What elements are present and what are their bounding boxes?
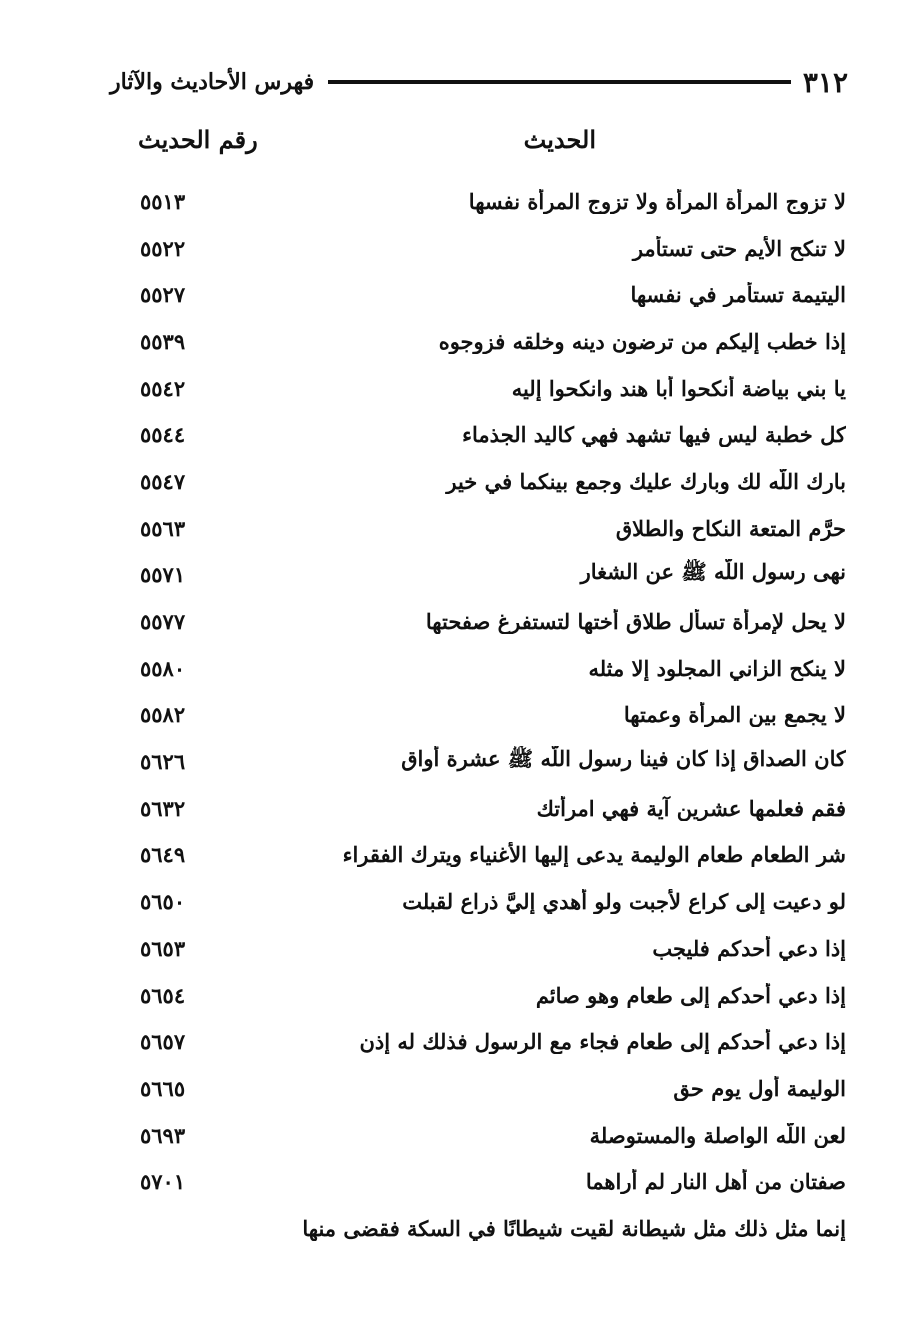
list-item	[140, 178, 846, 225]
hadith-text: لا يجمع بين المرأة وعمتها	[623, 702, 846, 728]
hadith-number: ٥٦٢٦	[140, 749, 186, 775]
hadith-text: إذا خطب إليكم من ترضون دينه وخلقه فزوجوه	[438, 328, 846, 354]
section-title: فهرس الأحاديث والآثار	[110, 69, 315, 95]
column-header-hadith: الحديث	[523, 125, 596, 154]
hadith-number: ٥٦٥٠	[140, 889, 186, 915]
hadith-number: ٥٥٤٧	[140, 468, 186, 494]
hadith-number: ٥٦٩٣	[140, 1122, 186, 1148]
hadith-text: إنما مثل ذلك مثل شيطانة لقيت شيطانًا في السكة فقضى منها	[302, 1215, 846, 1241]
list-item	[140, 365, 846, 412]
hadith-number: ٥٥٧٧	[140, 609, 186, 635]
list-item	[140, 692, 846, 739]
list-item	[140, 878, 846, 925]
hadith-text: كان الصداق إذا كان فينا رسول اللّه ﷺ عشرة أواق	[401, 746, 846, 772]
hadith-number: ٥٥٨٢	[140, 702, 186, 728]
list-item	[140, 552, 846, 599]
column-header-number: رقم الحديث	[138, 125, 258, 154]
hadith-text: صفتان من أهل النار لم أراهما	[585, 1169, 846, 1195]
hadith-number: ٥٥٤٤	[140, 422, 186, 448]
hadith-text: بارك اللّه لك وبارك عليك وجمع بينكما في خير	[446, 468, 846, 494]
list-item	[140, 318, 846, 365]
list-item	[140, 1018, 846, 1065]
list-item	[140, 832, 846, 879]
page-number: ٣١٢	[802, 65, 848, 99]
hadith-text: لا تنكح الأيم حتى تستأمر	[632, 235, 846, 261]
hadith-number: ٥٦٥٣	[140, 935, 186, 961]
hadith-number: ٥٥٤٢	[140, 375, 186, 401]
hadith-text: كل خطبة ليس فيها تشهد فهي كاليد الجذماء	[462, 422, 846, 448]
hadith-number: ٥٥٦٣	[140, 515, 186, 541]
hadith-text: نهى رسول اللّه ﷺ عن الشغار	[580, 559, 846, 585]
list-item	[140, 1112, 846, 1159]
running-head	[110, 62, 848, 102]
list-item	[140, 925, 846, 972]
hadith-text: لا تزوج المرأة المرأة ولا تزوج المرأة نفسها	[468, 188, 846, 214]
list-item	[140, 1065, 846, 1112]
list-item	[140, 458, 846, 505]
hadith-text: لو دعيت إلى كراع لأجبت ولو أهدي إليَّ ذراع لقبلت	[402, 889, 846, 915]
list-item	[140, 738, 846, 785]
hadith-number: ٥٦٤٩	[140, 842, 186, 868]
list-item	[140, 1158, 846, 1205]
hadith-number: ٥٥١٣	[140, 188, 186, 214]
hadith-text: حرَّم المتعة النكاح والطلاق	[615, 515, 846, 541]
list-item	[140, 271, 846, 318]
hadith-text: لا يحل لإمرأة تسأل طلاق أختها لتستفرغ صفحتها	[425, 609, 846, 635]
hadith-text: لا ينكح الزاني المجلود إلا مثله	[588, 655, 846, 681]
hadith-text: إذا دعي أحدكم إلى طعام وهو صائم	[535, 982, 846, 1008]
list-item	[140, 1205, 846, 1252]
hadith-number: ٥٥٢٧	[140, 282, 186, 308]
hadith-text: إذا دعي أحدكم إلى طعام فجاء مع الرسول فذلك له إذن	[359, 1029, 846, 1055]
hadith-text: اليتيمة تستأمر في نفسها	[630, 282, 846, 308]
hadith-number: ٥٥٨٠	[140, 655, 186, 681]
hadith-number: ٥٧٠١	[140, 1169, 186, 1195]
header-rule	[328, 80, 791, 84]
list-item	[140, 785, 846, 832]
hadith-number: ٥٦٦٥	[140, 1075, 186, 1101]
hadith-number: ٥٥٧١	[140, 562, 186, 588]
hadith-text: لعن اللّه الواصلة والمستوصلة	[589, 1122, 846, 1148]
list-item	[140, 972, 846, 1019]
hadith-number: ٥٥٢٢	[140, 235, 186, 261]
hadith-text: يا بني بياضة أنكحوا أبا هند وانكحوا إليه	[511, 375, 846, 401]
list-item	[140, 598, 846, 645]
hadith-number: ٥٦٥٧	[140, 1029, 186, 1055]
hadith-text: شر الطعام طعام الوليمة يدعى إليها الأغنياء ويترك الفقراء	[342, 842, 846, 868]
hadith-number: ٥٦٣٢	[140, 795, 186, 821]
hadith-text: إذا دعي أحدكم فليجب	[652, 935, 846, 961]
hadith-text: فقم فعلمها عشرين آية فهي امرأتك	[536, 795, 846, 821]
hadith-list	[140, 178, 846, 1252]
hadith-number: ٥٦٥٤	[140, 982, 186, 1008]
list-item	[140, 505, 846, 552]
list-item	[140, 411, 846, 458]
hadith-text: الوليمة أول يوم حق	[673, 1075, 846, 1101]
list-item	[140, 225, 846, 272]
list-item	[140, 645, 846, 692]
hadith-number: ٥٥٣٩	[140, 328, 186, 354]
